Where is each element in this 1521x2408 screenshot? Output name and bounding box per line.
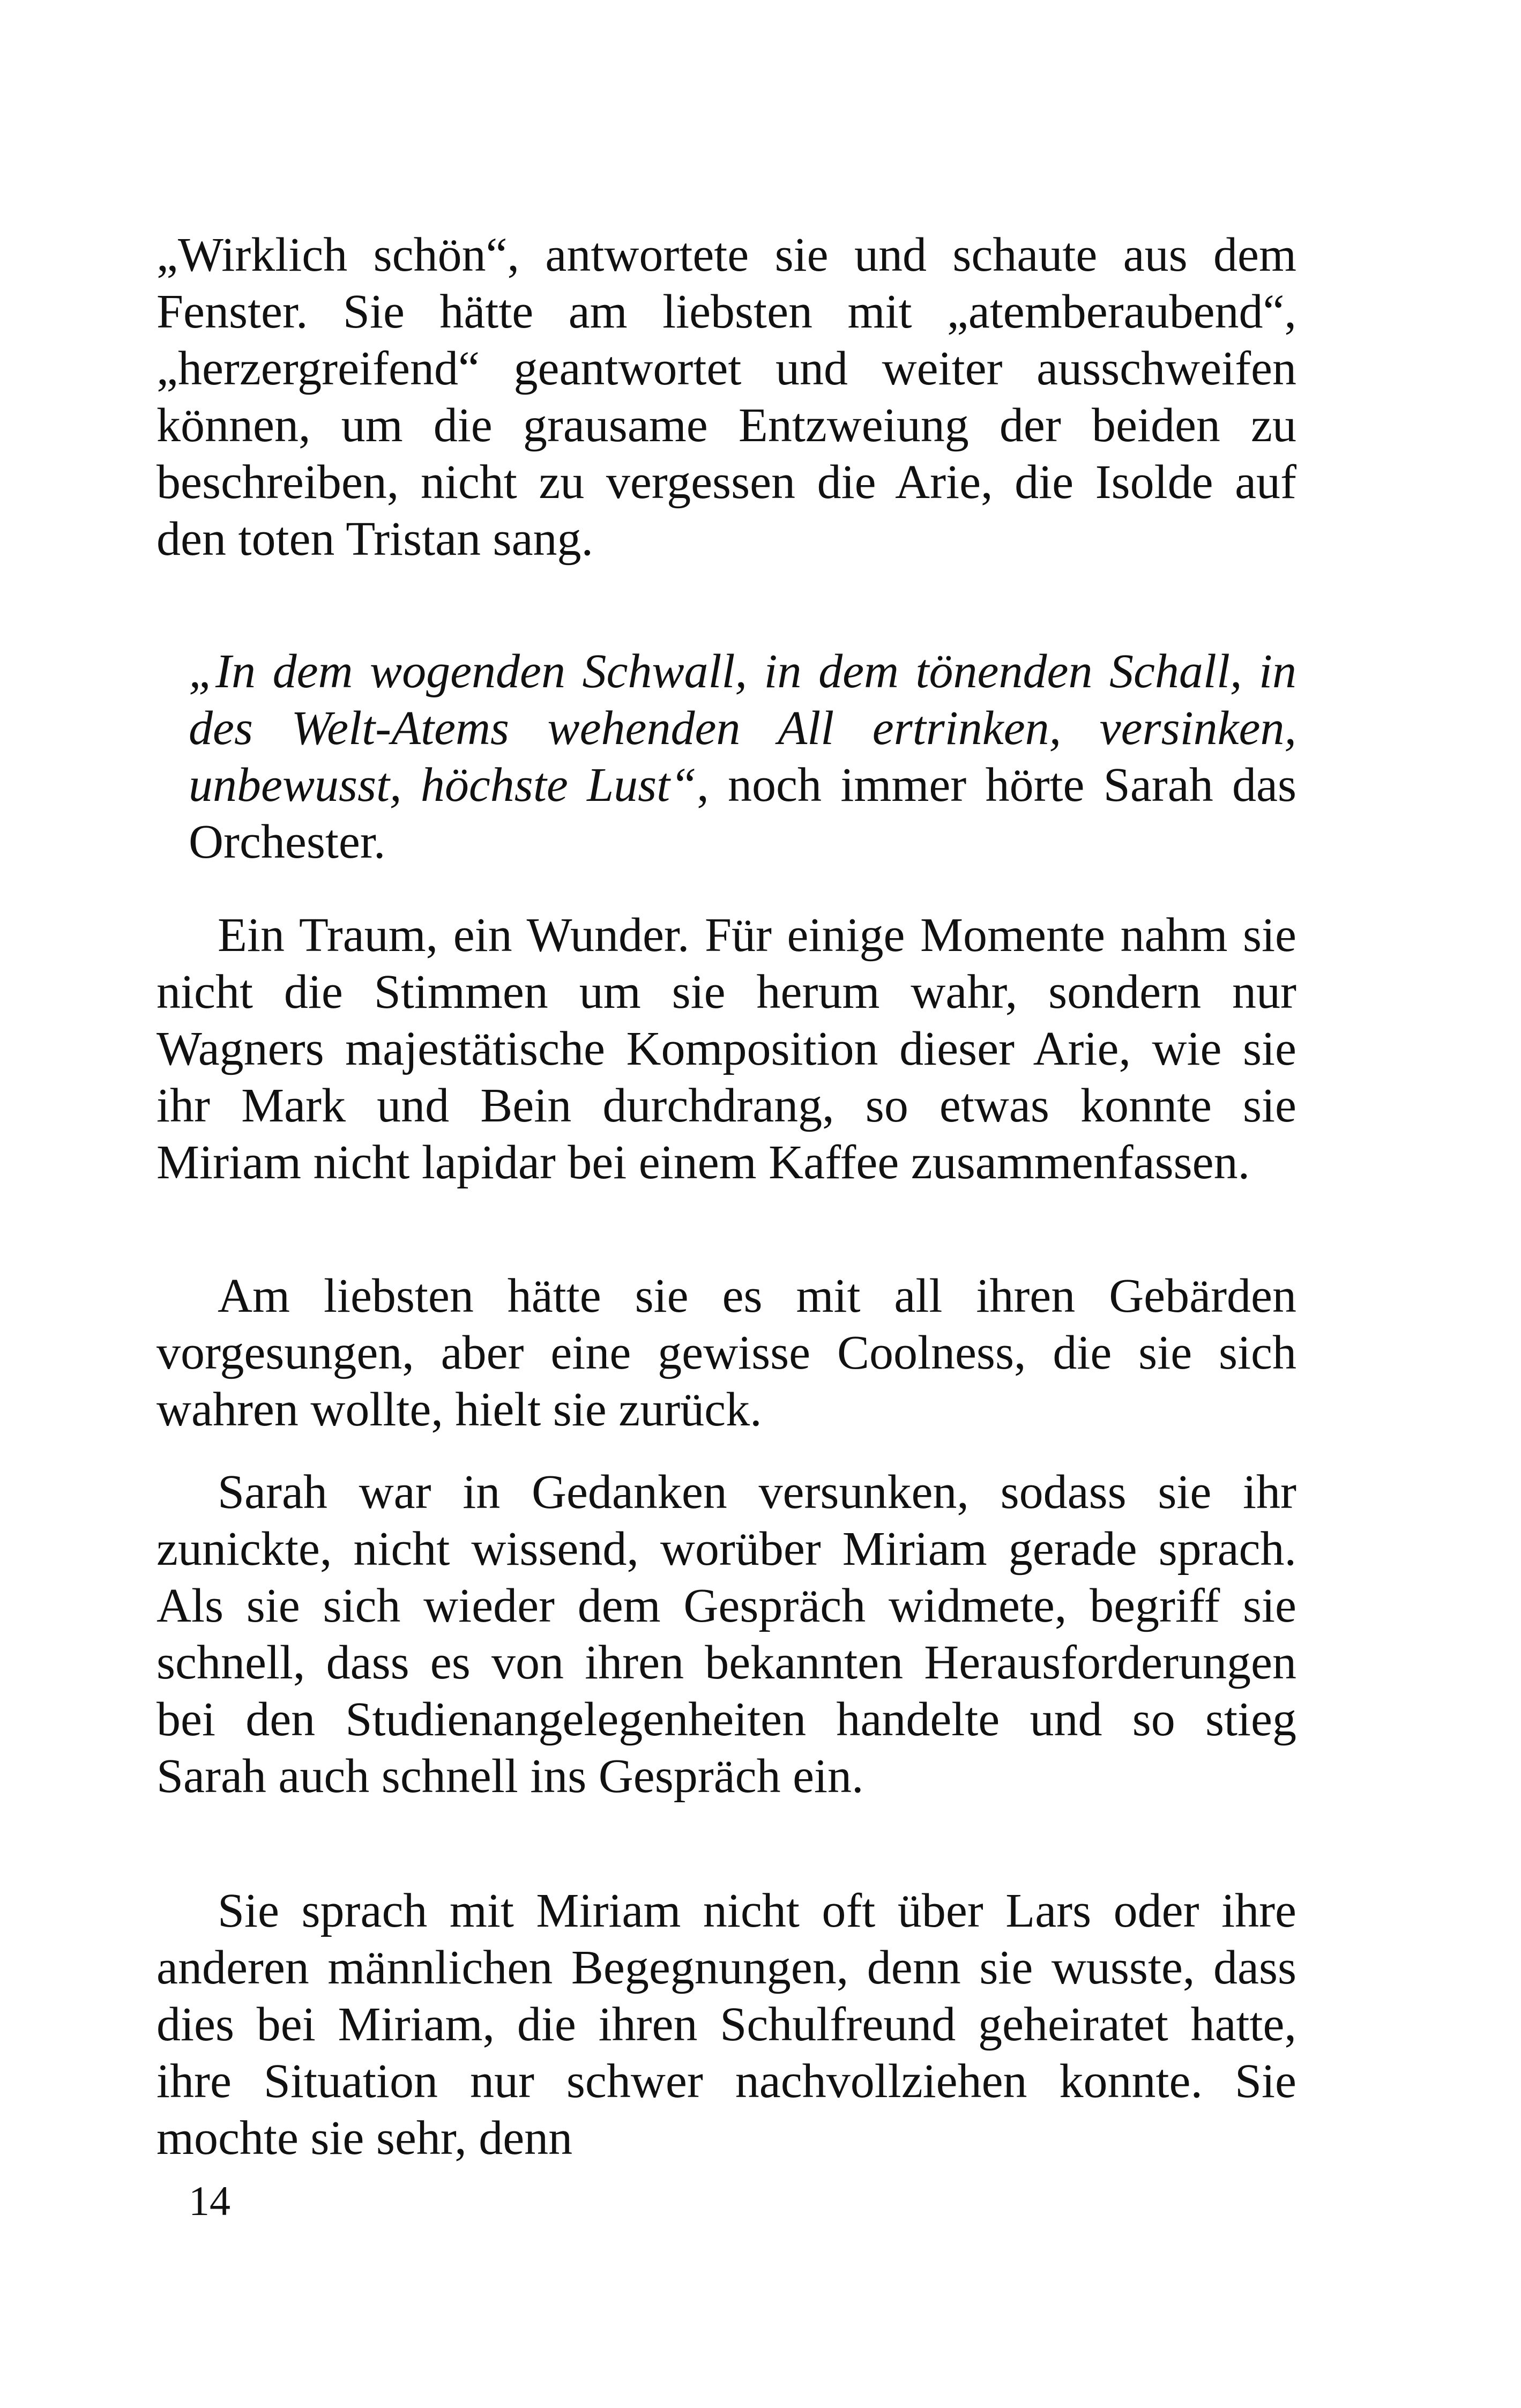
paragraph-1-text: „Wirklich schön“, antwortete sie und schaute aus dem Fenster. Sie hätte am liebsten mit „atemberaubend“, „herzergreifend“ geantwortet und weiter ausschweifen können, um die grausame Entzweiung der beiden zu beschreiben, nicht zu vergessen die Arie, die Isolde auf den toten Tristan sang.: [156, 228, 1296, 566]
paragraph-6-text: Sie sprach mit Miriam nicht oft über Lars oder ihre anderen männlichen Begegnungen, denn sie wusste, dass dies bei Miriam, die ihren Schulfreund geheiratet hatte, ihre Situation nur schwer nachvollziehen konnte. Sie mochte sie sehr, denn: [156, 1884, 1296, 2165]
paragraph-2-rest: , noch immer hörte Sarah das Orchester.: [189, 759, 1297, 868]
paragraph-3: [156, 907, 1296, 1191]
paragraph-5: [156, 1464, 1296, 1805]
paragraph-5-text: Sarah war in Gedanken versunken, sodass sie ihr zunickte, nicht wissend, worüber Miriam gerade sprach. Als sie sich wieder dem Gespräch widmete, begriff sie schnell, dass es von ihren bekannten Herausforderungen bei den Studienangelegenheiten handelte und so stieg Sarah auch schnell ins Gespräch ein.: [156, 1466, 1296, 1803]
paragraph-2-text: [189, 643, 1296, 871]
quoted-aria-lyrics: „In dem wogenden Schwall, in dem tönenden Schall, in des Welt-Atems wehenden All ertrinken, versinken, unbewusst, höchste Lust“: [189, 645, 1296, 812]
paragraph-2: [189, 643, 1296, 871]
paragraph-1: [156, 227, 1296, 568]
paragraph-6: [156, 1883, 1296, 2167]
paragraph-4-text: Am liebsten hätte sie es mit all ihren Gebärden vorgesungen, aber eine gewisse Coolness, die sie sich wahren wollte, hielt sie zurück.: [156, 1269, 1296, 1436]
page-number: 14: [189, 2177, 230, 2224]
paragraph-3-text: Ein Traum, ein Wunder. Für einige Momente nahm sie nicht die Stimmen um sie herum wahr, sondern nur Wagners majestätische Komposition dieser Arie, wie sie ihr Mark und Bein durchdrang, so etwas konnte sie Miriam nicht lapidar bei einem Kaffee zusammenfassen.: [156, 909, 1296, 1189]
paragraph-4: [156, 1268, 1296, 1438]
